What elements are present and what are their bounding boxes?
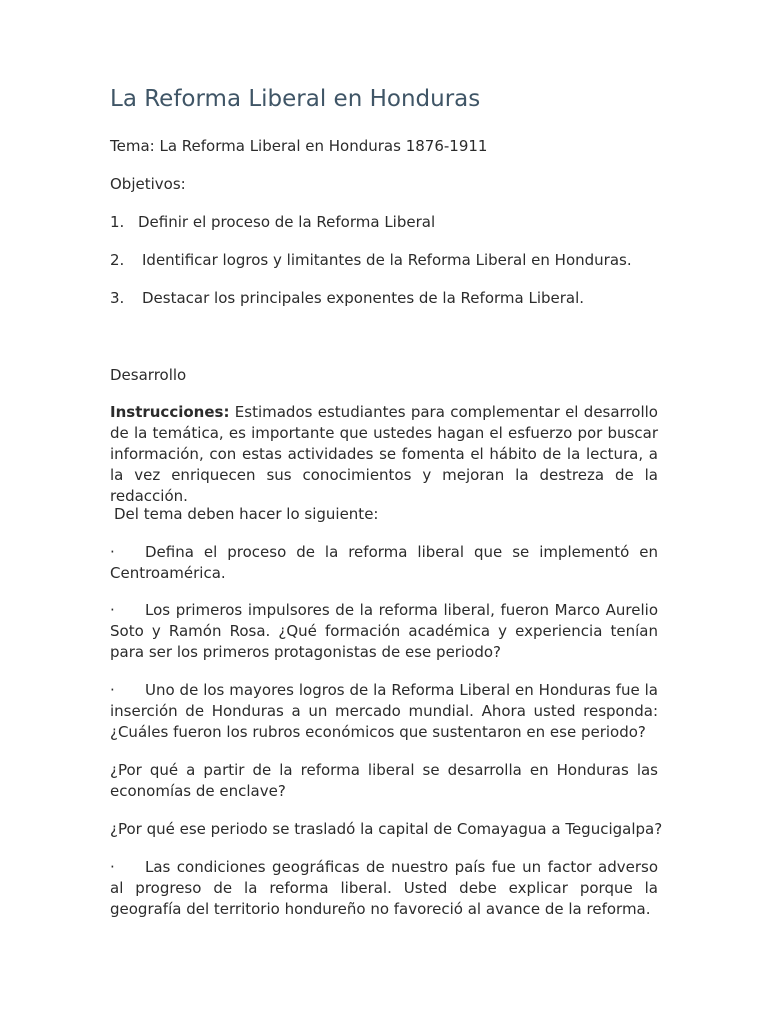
item-text: Uno de los mayores logros de la Reforma Liberal en Honduras fue la inserción de Honduras a un mercado mundial. Ahora usted responda: ¿Cuáles fueron los rubros económicos que sustentaron en ese periodo? (110, 681, 658, 741)
objetivo-number: 2. (110, 251, 125, 269)
instrucciones-text: Estimados estudiantes para complementar el desarrollo de la temática, es importante que ustedes hagan el esfuerzo por buscar información, con estas actividades se fomenta el hábito de la lectura, a la vez enriquecen sus conocimientos y mejoran la destreza de la redacción. (110, 403, 658, 505)
bullet-symbol: · (110, 681, 115, 699)
desarrollo-label: Desarrollo (110, 366, 187, 384)
bullet-symbol: · (110, 543, 115, 561)
objetivo-text: Definir el proceso de la Reforma Liberal (138, 213, 436, 231)
objetivo-text: Destacar los principales exponentes de la Reforma Liberal. (142, 289, 585, 307)
objetivo-number: 1. (110, 213, 125, 231)
question-enclave: ¿Por qué a partir de la reforma liberal se desarrolla en Honduras las economías de enclave? (110, 761, 658, 800)
intro-line: Del tema deben hacer lo siguiente: (114, 505, 379, 523)
item-2 (110, 600, 658, 663)
objetivo-text: Identificar logros y limitantes de la Reforma Liberal en Honduras. (142, 251, 632, 269)
objetivo-number: 3. (110, 289, 125, 307)
document-title: La Reforma Liberal en Honduras (110, 86, 481, 112)
item-text: Defina el proceso de la reforma liberal que se implementó en Centroamérica. (110, 543, 658, 582)
bullet-symbol: · (110, 601, 115, 619)
objetivo-2 (110, 250, 632, 271)
instrucciones-label: Instrucciones: (110, 403, 230, 421)
item-geografia (110, 857, 658, 920)
instrucciones-paragraph (110, 402, 658, 507)
question-capital: ¿Por qué ese periodo se trasladó la capital de Comayagua a Tegucigalpa? (110, 820, 663, 838)
bullet-symbol: · (110, 858, 115, 876)
item-1 (110, 542, 658, 584)
objetivo-1 (110, 212, 435, 233)
tema-line: Tema: La Reforma Liberal en Honduras 1876-1911 (110, 137, 488, 155)
objetivos-label: Objetivos: (110, 175, 186, 193)
item-text: Los primeros impulsores de la reforma liberal, fueron Marco Aurelio Soto y Ramón Rosa. ¿Qué formación académica y experiencia tenían para ser los primeros protagonistas de ese periodo? (110, 601, 658, 661)
item-3 (110, 680, 658, 743)
objetivo-3 (110, 288, 584, 309)
item-text: Las condiciones geográficas de nuestro país fue un factor adverso al progreso de la reforma liberal. Usted debe explicar porque la geografía del territorio hondureño no favoreció al avance de la reforma. (110, 858, 658, 918)
